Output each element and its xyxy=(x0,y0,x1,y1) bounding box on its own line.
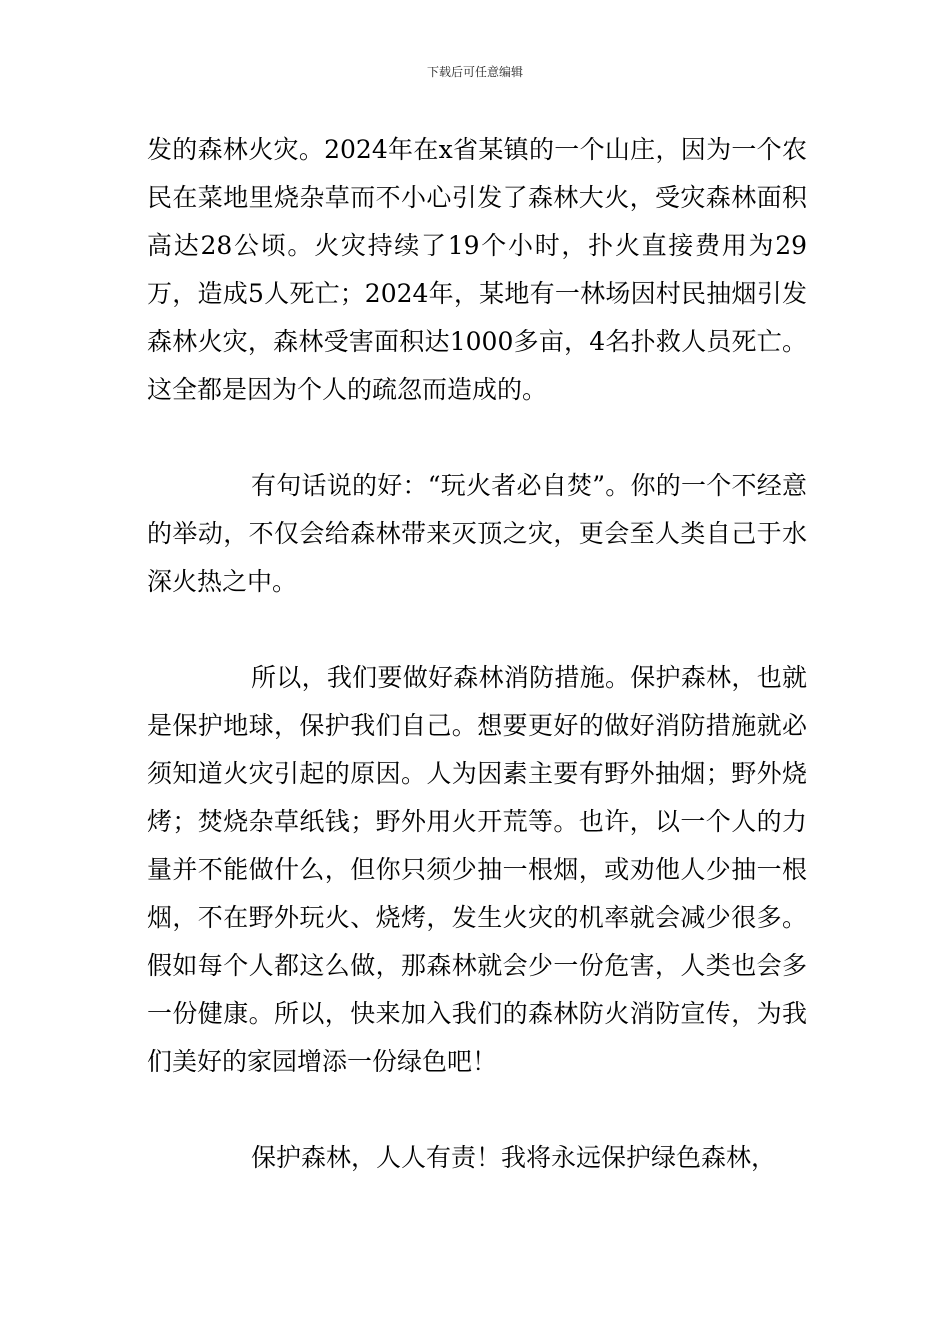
paragraph-fire-prevention: 所以，我们要做好森林消防措施。保护森林，也就是保护地球，保护我们自己。想要更好的做好消防措施就必须知道火灾引起的原因。人为因素主要有野外抽烟；野外烧烤；焚烧杂草纸钱；野外用火开荒等。也许，以一个人的力量并不能做什么，但你只须少抽一根烟，或劝他人少抽一根烟，不在野外玩火、烧烤，发生火灾的机率就会减少很多。假如每个人都这么做，那森林就会少一份危害，人类也会多一份健康。所以，快来加入我们的森林防火消防宣传，为我们美好的家园增添一份绿色吧！ xyxy=(147,663,807,1076)
page-header: 下载后可任意编辑 xyxy=(426,65,523,79)
paragraph-proverb: 有句话说的好：“玩火者必自焚”。你的一个不经意的举动，不仅会给森林带来灭顶之灾，更会至人类自己于水深火热之中。 xyxy=(147,471,807,596)
paragraph-continuation: 发的森林火灾。2024年在x省某镇的一个山庄，因为一个农民在菜地里烧杂草而不小心引发了森林大火，受灾森林面积高达28公顷。火灾持续了19个小时，扑火直接费用为29万，造成5人死亡；2024年，某地有一林场因村民抽烟引发森林火灾，森林受害面积达1000多亩，4名扑救人员死亡。这全都是因为个人的疏忽而造成的。 xyxy=(147,135,807,404)
paragraph-spacer xyxy=(147,1086,807,1134)
paragraph-closing: 保护森林，人人有责！我将永远保护绿色森林， xyxy=(251,1143,777,1172)
paragraph-spacer xyxy=(147,414,807,462)
paragraph-spacer xyxy=(147,606,807,654)
document-body xyxy=(147,126,807,1182)
